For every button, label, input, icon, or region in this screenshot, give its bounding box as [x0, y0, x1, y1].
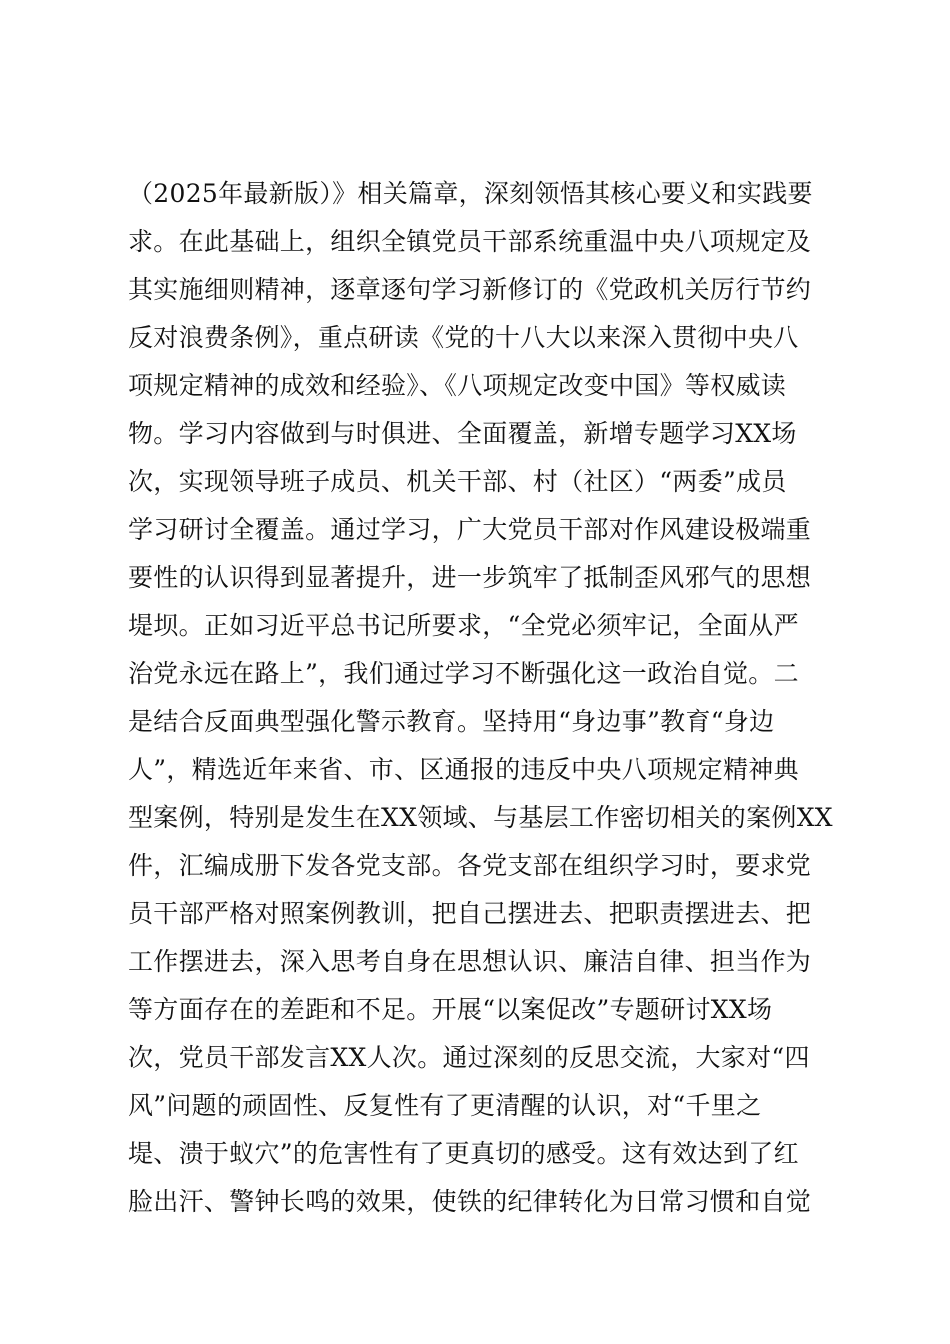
body-text — [128, 170, 848, 1226]
text-line: 求。在此基础上，组织全镇党员干部系统重温中央八项规定及 — [128, 227, 812, 256]
text-line: 人”，精选近年来省、市、区通报的违反中央八项规定精神典 — [128, 755, 799, 784]
text-line: 其实施细则精神，逐章逐句学习新修订的《党政机关厉行节约 — [128, 275, 812, 304]
text-line: （2025年最新版）》相关篇章，深刻领悟其核心要义和实践要 — [128, 179, 813, 208]
text-line: 脸出汗、警钟长鸣的效果，使铁的纪律转化为日常习惯和自觉 — [128, 1187, 812, 1216]
text-line: 是结合反面典型强化警示教育。坚持用“身边事”教育“身边 — [128, 707, 775, 736]
text-line: 风”问题的顽固性、反复性有了更清醒的认识，对“千里之 — [128, 1091, 762, 1120]
text-line: 员干部严格对照案例教训，把自己摆进去、把职责摆进去、把 — [128, 899, 812, 928]
text-line: 型案例，特别是发生在XX领域、与基层工作密切相关的案例XX — [128, 803, 833, 832]
text-line: 次，实现领导班子成员、机关干部、村（社区）“两委”成员 — [128, 467, 787, 496]
text-line: 学习研讨全覆盖。通过学习，广大党员干部对作风建设极端重 — [128, 515, 812, 544]
text-line: 工作摆进去，深入思考自身在思想认识、廉洁自律、担当作为 — [128, 947, 812, 976]
text-line: 堤、溃于蚁穴”的危害性有了更真切的感受。这有效达到了红 — [128, 1139, 799, 1168]
text-line: 次，党员干部发言XX人次。通过深刻的反思交流，大家对“四 — [128, 1043, 810, 1072]
text-line: 物。学习内容做到与时俱进、全面覆盖，新增专题学习XX场 — [128, 419, 797, 448]
text-line: 堤坝。正如习近平总书记所要求，“全党必须牢记，全面从严 — [128, 611, 799, 640]
text-line: 反对浪费条例》，重点研读《党的十八大以来深入贯彻中央八 — [128, 323, 799, 352]
text-line: 治党永远在路上”，我们通过学习不断强化这一政治自觉。二 — [128, 659, 799, 688]
text-line: 项规定精神的成效和经验》、《八项规定改变中国》等权威读 — [128, 371, 787, 400]
text-line: 要性的认识得到显著提升，进一步筑牢了抵制歪风邪气的思想 — [128, 563, 812, 592]
text-line: 件，汇编成册下发各党支部。各党支部在组织学习时，要求党 — [128, 851, 812, 880]
text-line: 等方面存在的差距和不足。开展“以案促改”专题研讨XX场 — [128, 995, 773, 1024]
